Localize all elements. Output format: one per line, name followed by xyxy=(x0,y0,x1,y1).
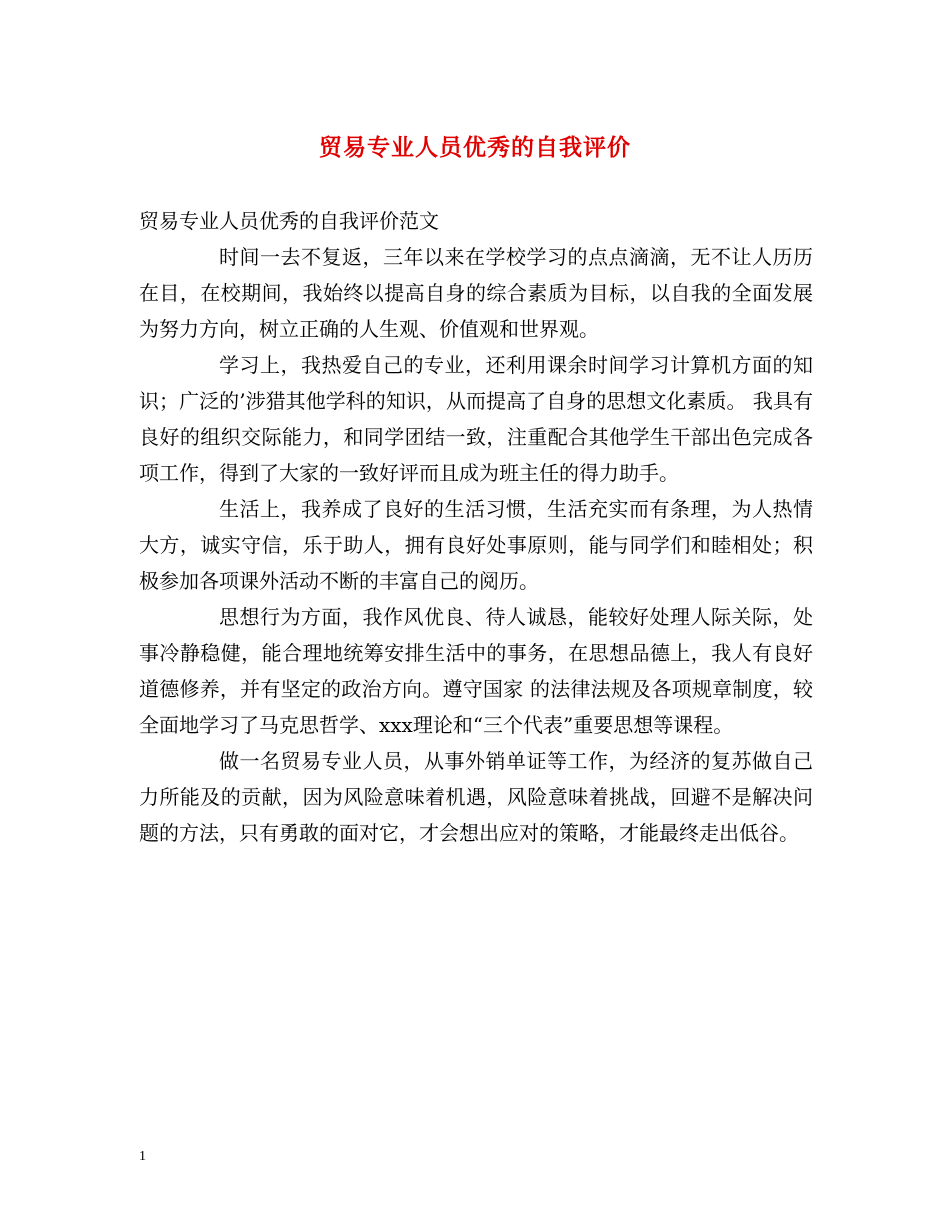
page-number: 1 xyxy=(139,1149,146,1164)
paragraph-5: 做一名贸易专业人员，从事外销单证等工作，为经济的复苏做自己力所能及的贡献，因为风险意味着机遇，风险意味着挑战，回避不是解决问题的方法，只有勇敢的面对它，才会想出应对的策略，才能最终走出低谷。 xyxy=(139,749,813,845)
document-subtitle: 贸易专业人员优秀的自我评价范文 xyxy=(139,209,439,233)
paragraph-1: 时间一去不复返，三年以来在学校学习的点点滴滴，无不让人历历在目，在校期间，我始终以提高自身的综合素质为目标，以自我的全面发展为努力方向，树立正确的人生观、价值观和世界观。 xyxy=(139,245,813,341)
document-title: 贸易专业人员优秀的自我评价 xyxy=(319,134,631,161)
paragraph-4: 思想行为方面，我作风优良、待人诚恳，能较好处理人际关际，处事冷静稳健，能合理地统筹安排生活中的事务，在思想品德上，我人有良好道德修养，并有坚定的政治方向。遵守国家 的法律法规及各项规章制度，较全面地学习了马克思哲学、xxx理论和“三个代表”重要思想等课程。 xyxy=(139,605,813,737)
document-body xyxy=(139,203,813,851)
paragraph-2: 学习上，我热爱自己的专业，还利用课余时间学习计算机方面的知识；广泛的’涉猎其他学科的知识，从而提高了自身的思想文化素质。 我具有良好的组织交际能力，和同学团结一致，注重配合其他学生干部出色完成各项工作，得到了大家的一致好评而且成为班主任的得力助手。 xyxy=(139,353,813,485)
paragraph-3: 生活上，我养成了良好的生活习惯，生活充实而有条理，为人热情大方，诚实守信，乐于助人，拥有良好处事原则，能与同学们和睦相处；积极参加各项课外活动不断的丰富自己的阅历。 xyxy=(139,497,813,593)
